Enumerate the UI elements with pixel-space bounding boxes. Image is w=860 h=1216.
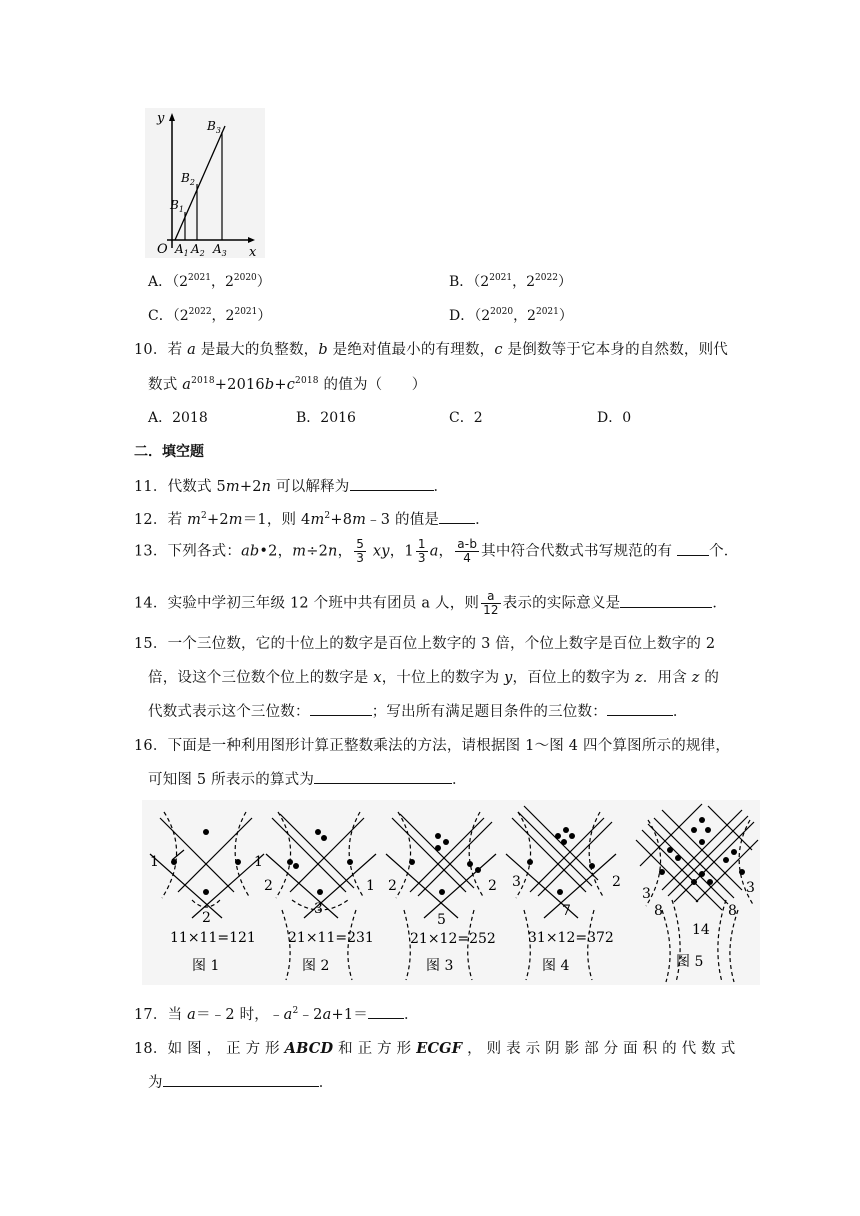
answer-blank[interactable] <box>314 769 452 784</box>
fig3-right-digit: 2 <box>488 878 497 894</box>
label-a2: $A_2$ <box>191 242 205 258</box>
fig2-right-digit: 1 <box>366 878 375 894</box>
fig4-equation: 31×12=372 <box>528 930 614 946</box>
fig2-equation: 21×11=231 <box>288 930 374 946</box>
q9-option-c[interactable]: C．（$2^{2022}$，$2^{2021}$） <box>148 307 272 324</box>
label-b1: $B_1$ <box>170 198 184 214</box>
x-axis-label: x <box>249 245 257 258</box>
q16-line2: 可知图 5 所表示的算式为 ． <box>148 768 467 789</box>
y-axis-label: y <box>157 111 165 126</box>
answer-blank[interactable] <box>677 541 709 556</box>
fig5-extra-right-digit: 8 <box>728 903 737 919</box>
fig3-bottom-digit: 5 <box>437 912 446 928</box>
q16-line1: 16．下面是一种利用图形计算正整数乘法的方法，请根据图 1～图 4 四个算图所示的规律， <box>134 738 731 754</box>
fig4-caption: 图 4 <box>542 958 570 974</box>
fig3-equation: 21×12=252 <box>410 931 496 947</box>
fig1-left-digit: 1 <box>150 854 159 870</box>
fraction-a-b-4: $\frac{a-b}{4}$ <box>457 537 478 565</box>
q11: 11．代数式 5m+2n 可以解释为 ． <box>134 475 448 496</box>
answer-blank[interactable] <box>350 476 434 491</box>
q18-line1: 18．如 图 ， 正 方 形 ABCD 和 正 方 形 ECGF ， 则 表 示 阴 影 部 分 面 积 的 代 数 式 <box>134 1040 736 1057</box>
fraction-1-3: $\frac{1}{3}$ <box>417 537 426 565</box>
q10-option-a[interactable]: A．2018 <box>148 410 208 426</box>
fig1-caption: 图 1 <box>192 958 220 974</box>
fig3-caption: 图 3 <box>426 958 454 974</box>
answer-blank[interactable] <box>439 509 475 524</box>
fig5-caption: 图 5 <box>676 954 704 970</box>
answer-blank-1[interactable] <box>310 701 372 716</box>
q15-line2: 倍，设这个三位数个位上的数字是 x，十位上的数字为 y，百位上的数字为 z．用含 z 的 <box>148 670 720 686</box>
option-letter: A． <box>148 274 173 290</box>
fig1-bottom-digit: 2 <box>202 910 211 926</box>
fig2-bottom-digit: 3 <box>314 901 323 917</box>
label-b2: $B_2$ <box>181 171 195 187</box>
origin-label: O <box>157 242 168 257</box>
q9-option-a[interactable]: A．（$2^{2021}$，$2^{2020}$） <box>148 273 271 290</box>
answer-blank-2[interactable] <box>607 701 673 716</box>
fraction-a-12: $\frac{a}{12}$ <box>483 589 499 617</box>
q9-coordinate-figure <box>145 108 265 258</box>
q10-line2: 数式 $a^{2018}+2016b+c^{2018}$ 的值为（ ） <box>148 376 427 393</box>
q9-option-d[interactable]: D．（$2^{2020}$，$2^{2021}$） <box>449 307 573 324</box>
fig4-left-digit: 3 <box>512 874 521 890</box>
option-letter: B． <box>449 274 474 290</box>
q10-line1: 10．若 a 是最大的负整数，b 是绝对值最小的有理数，c 是倒数等于它本身的自然数，则代 <box>134 342 728 358</box>
answer-blank[interactable] <box>620 593 712 608</box>
q10-option-c[interactable]: C．2 <box>449 410 483 426</box>
fraction-5-3: $\frac{5}{3}$ <box>356 537 365 565</box>
q13: 13．下列各式：ab•2，m÷2n， $\frac{5}{3}$ xy，1 $\frac{1}{3}$ a， $\frac{a-b}{4}$ 其中符合代数式书写规范的有 个． <box>134 537 739 565</box>
q9-option-b[interactable]: B．（$2^{2021}$，$2^{2022}$） <box>449 273 572 290</box>
fig3-left-digit: 2 <box>388 878 397 894</box>
fig2-left-digit: 2 <box>264 878 273 894</box>
fig1-right-digit: 1 <box>254 854 263 870</box>
answer-blank[interactable] <box>163 1072 319 1087</box>
multiplication-diagrams <box>142 800 760 985</box>
q17: 17．当 a＝﹣2 时，$﹣a^2﹣2a+1=$ ． <box>134 1006 419 1023</box>
fig2-caption: 图 2 <box>302 958 330 974</box>
fig4-bottom-digit: 7 <box>562 903 571 919</box>
q15-line1: 15．一个三位数，它的十位上的数字是百位上数字的 3 倍，个位上数字是百位上数字的 2 <box>134 636 716 652</box>
q10-option-b[interactable]: B．2016 <box>296 410 356 426</box>
option-letter: D． <box>449 308 475 324</box>
q10-option-d[interactable]: D．0 <box>597 410 632 426</box>
section-heading-fill-in: 二．填空题 <box>134 444 204 460</box>
fig1-equation: 11×11=121 <box>170 930 256 946</box>
fig5-bottom-digit: 14 <box>692 922 710 938</box>
fig4-right-digit: 2 <box>612 874 621 890</box>
label-b3: $B_3$ <box>207 119 221 135</box>
q18-line2: 为 ． <box>148 1071 333 1092</box>
fig5-extra-left-digit: 8 <box>654 903 663 919</box>
q14: 14．实验中学初三年级 12 个班中共有团员 a 人，则 $\frac{a}{12}$ 表示的实际意义是 ． <box>134 589 728 617</box>
label-a1: $A_1$ <box>175 242 189 258</box>
option-letter: C． <box>148 308 173 324</box>
label-a3: $A_3$ <box>213 242 227 258</box>
answer-blank[interactable] <box>368 1004 404 1019</box>
fig5-right-digit: 3 <box>746 880 755 896</box>
q12: 12．若 $m^2+2m=1$，则 $4m^2+8m﹣3$ 的值是 ． <box>134 511 490 528</box>
fig5-left-digit: 3 <box>642 886 651 902</box>
q15-line3: 代数式表示这个三位数： ；写出所有满足题目条件的三位数： ． <box>148 700 688 721</box>
